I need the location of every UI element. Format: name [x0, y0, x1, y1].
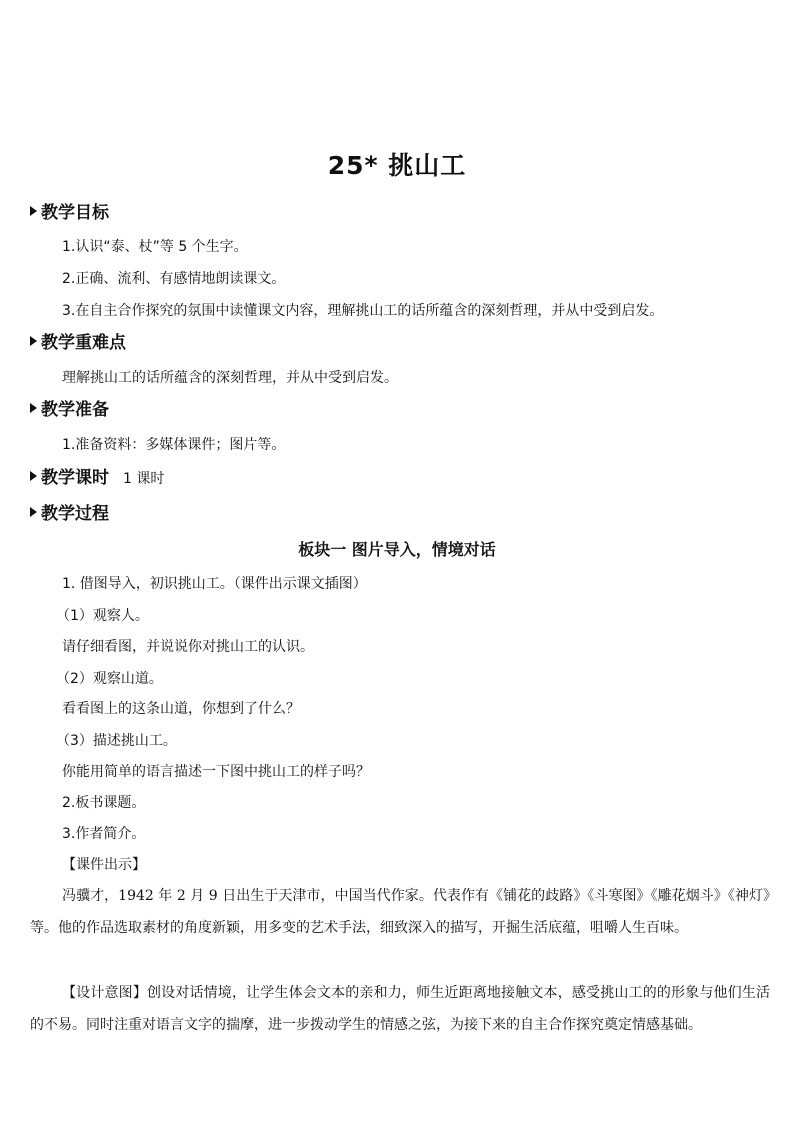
section-heading-hours-label: 教学课时	[41, 468, 109, 488]
process-line-9: 3.作者简介。	[62, 826, 146, 842]
triangle-bullet-icon	[30, 336, 37, 346]
process-line-4: （2）观察山道。	[56, 671, 163, 687]
block-title: 板块一 图片导入，情境对话	[298, 540, 496, 559]
goal-item-3: 3.在自主合作探究的氛围中读懂课文内容，理解挑山工的话所蕴含的深刻哲理，并从中受到启发。	[62, 303, 664, 319]
triangle-bullet-icon	[30, 206, 37, 216]
hours-value: 1 课时	[123, 471, 165, 487]
goal-item-1: 1.认识“泰、杖”等 5 个生字。	[62, 239, 248, 255]
section-heading-prep-label: 教学准备	[41, 400, 109, 420]
prep-text: 1.准备资料：多媒体课件；图片等。	[62, 437, 286, 453]
section-heading-process-label: 教学过程	[41, 504, 109, 524]
keypoints-text: 理解挑山工的话所蕴含的深刻哲理，并从中受到启发。	[62, 370, 398, 386]
process-line-2: （1）观察人。	[56, 608, 149, 624]
process-line-1: 1. 借图导入，初识挑山工。（课件出示课文插图）	[62, 576, 367, 592]
section-heading-hours	[30, 468, 164, 489]
process-line-6: （3）描述挑山工。	[56, 733, 177, 749]
section-heading-goals-label: 教学目标	[41, 203, 109, 223]
triangle-bullet-icon	[30, 507, 37, 517]
section-heading-process	[30, 504, 109, 524]
process-line-3: 请仔细看图，并说说你对挑山工的认识。	[62, 639, 314, 655]
process-line-7: 你能用简单的语言描述一下图中挑山工的样子吗？	[62, 764, 370, 780]
goal-item-2: 2.正确、流利、有感情地朗读课文。	[62, 271, 286, 287]
lesson-title: 25* 挑山工	[327, 151, 467, 180]
section-heading-keypoints-label: 教学重难点	[41, 333, 126, 353]
design-intent: 【设计意图】创设对话情境，让学生体会文本的亲和力，师生近距离地接触文本，感受挑山工的的形象与他们生活的不易。同时注重对语言文字的揣摩，进一步拨动学生的情感之弦，为接下来的自主合作探究奠定情感基础。	[30, 985, 770, 1033]
process-line-5: 看看图上的这条山道，你想到了什么？	[62, 701, 300, 717]
section-heading-goals	[30, 203, 109, 223]
process-line-8: 2.板书课题。	[62, 795, 146, 811]
author-bio: 冯骥才，1942 年 2 月 9 日出生于天津市，中国当代作家。代表作有《铺花的歧路》《斗寒图》《雕花烟斗》《神灯》等。他的作品选取素材的角度新颖，用多变的艺术手法，细致深入的描写，开掘生活底蕴，咀嚼人生百味。	[30, 888, 770, 936]
triangle-bullet-icon	[30, 403, 37, 413]
section-heading-keypoints	[30, 333, 126, 353]
courseware-label: 【课件出示】	[62, 857, 146, 873]
section-heading-prep	[30, 400, 109, 420]
triangle-bullet-icon	[30, 471, 37, 481]
